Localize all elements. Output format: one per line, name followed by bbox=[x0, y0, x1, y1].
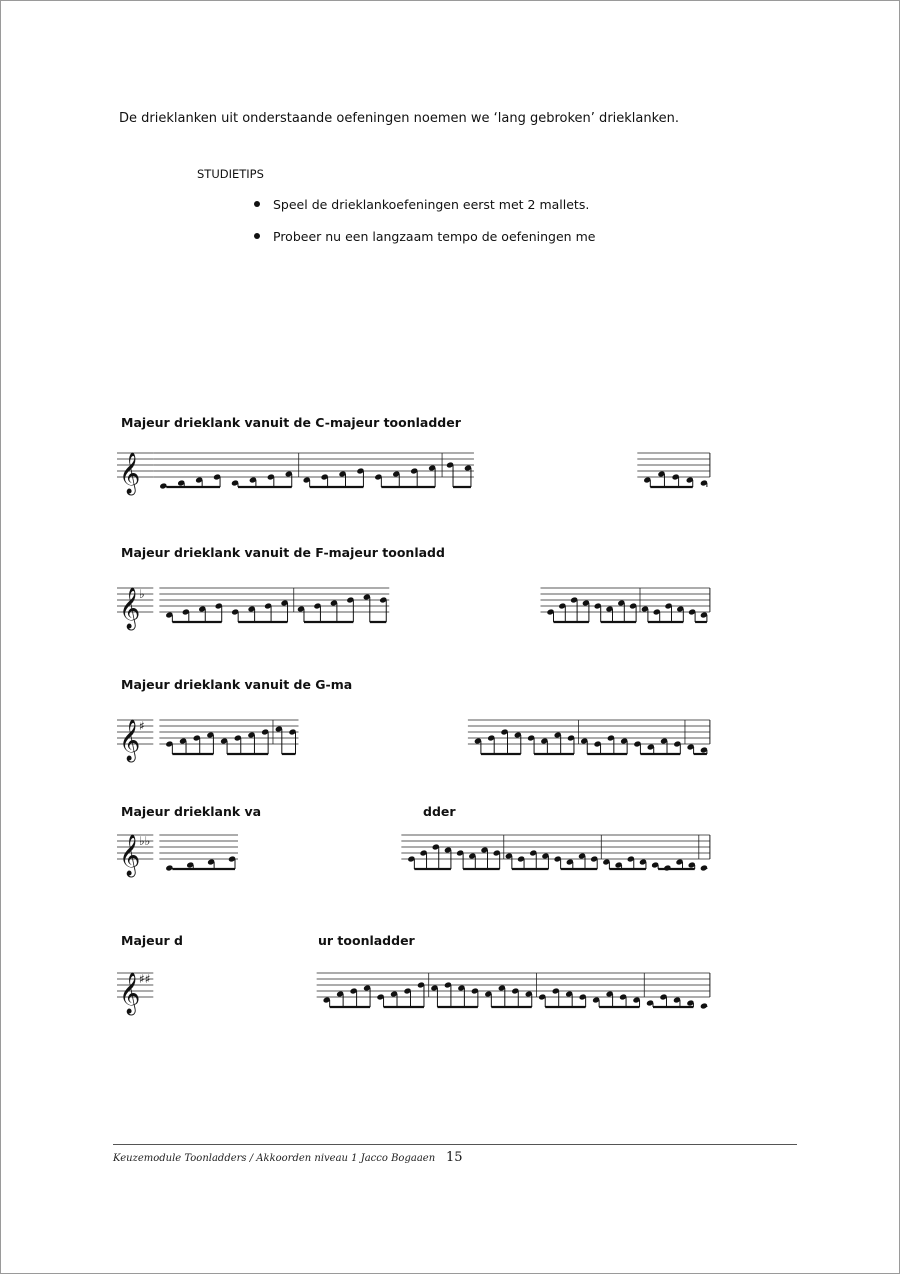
treble-clef-icon: 𝄞 bbox=[119, 973, 141, 1014]
key-signature: ♯♯ bbox=[139, 972, 151, 986]
page-number: 15 bbox=[446, 1150, 463, 1165]
music-staff bbox=[117, 820, 722, 880]
key-signature: ♭ bbox=[139, 587, 145, 601]
exercise-title: Majeur drieklank vanuit de G-ma bbox=[121, 677, 353, 692]
tip-item: Speel de drieklankoefeningen eerst met 2 mallets. bbox=[250, 196, 595, 228]
tip-item: Probeer nu een langzaam tempo de oefeningen me bbox=[250, 228, 595, 260]
tips-list bbox=[250, 196, 595, 260]
exercise-title: Majeur drieklank vanuit de F-majeur toonladd bbox=[121, 545, 445, 560]
music-staff bbox=[117, 705, 722, 765]
music-staff bbox=[117, 958, 722, 1018]
exercise-title: Majeur d bbox=[121, 933, 183, 948]
footer-text: Keuzemodule Toonladders / Akkoorden niveau 1 Jacco Bogaaen bbox=[113, 1153, 436, 1164]
music-staff bbox=[117, 573, 722, 633]
treble-clef-icon: 𝄞 bbox=[119, 720, 141, 761]
tips-title: STUDIETIPS bbox=[197, 167, 264, 181]
footer-divider bbox=[113, 1144, 797, 1145]
treble-clef-icon: 𝄞 bbox=[119, 588, 141, 629]
treble-clef-icon: 𝄞 bbox=[119, 453, 141, 494]
exercise-title-fragment: ur toonladder bbox=[318, 933, 415, 948]
key-signature: ♯ bbox=[139, 719, 145, 733]
intro-text: De drieklanken uit onderstaande oefeningen noemen we ‘lang gebroken’ drieklanken. bbox=[119, 111, 680, 126]
key-signature: ♭♭ bbox=[139, 834, 151, 848]
music-staff bbox=[117, 438, 722, 498]
exercise-title: Majeur drieklank va bbox=[121, 804, 262, 819]
treble-clef-icon: 𝄞 bbox=[119, 835, 141, 876]
exercise-title-fragment: dder bbox=[423, 804, 456, 819]
exercise-title: Majeur drieklank vanuit de C-majeur toonladder bbox=[121, 415, 461, 430]
